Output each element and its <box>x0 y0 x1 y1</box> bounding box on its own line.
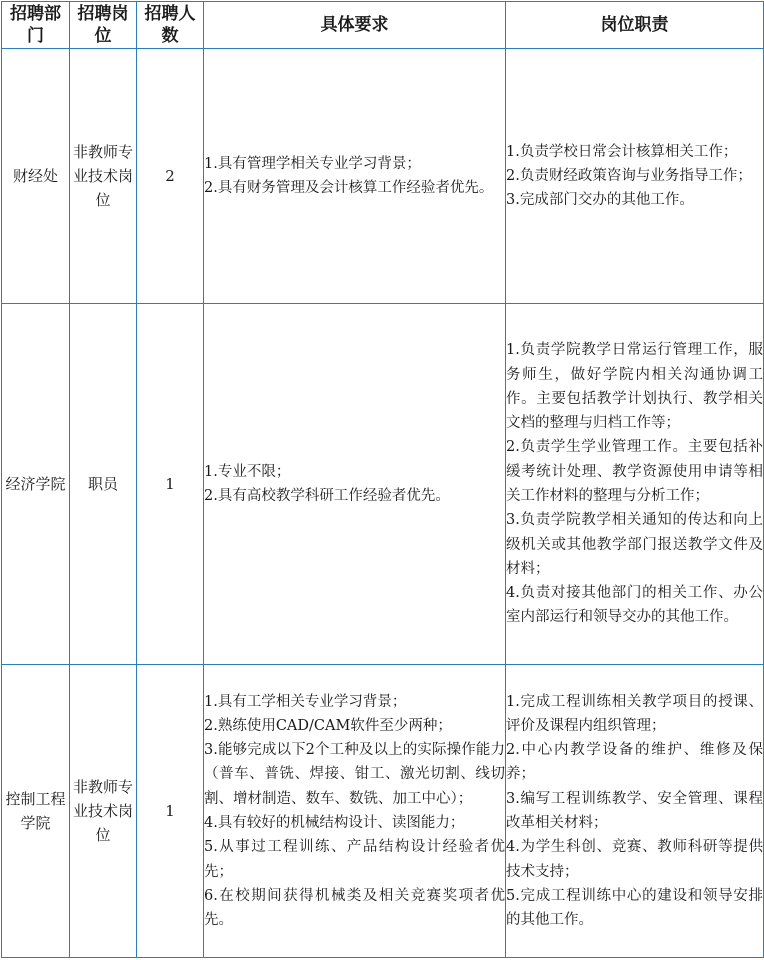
header-count: 招聘人数 <box>137 2 204 49</box>
requirement-item: 6.在校期间获得机械类及相关竞赛奖项者优先。 <box>204 887 505 929</box>
table-row <box>2 304 764 665</box>
table-row <box>2 665 764 958</box>
requirement-item: 2.具有财务管理及会计核算工作经验者优先。 <box>204 180 494 196</box>
header-dept: 招聘部门 <box>2 2 70 49</box>
dept-cell: 控制工程学院 <box>2 665 70 958</box>
requirement-item: 2.具有高校教学科研工作经验者优先。 <box>204 488 450 504</box>
duty-item: 2.负责学生学业管理工作。主要包括补缓考统计处理、教学资源使用申请等相关工作材料的整理与分析工作； <box>506 439 763 504</box>
header-position: 招聘岗位 <box>70 2 137 49</box>
header-requirements: 具体要求 <box>204 2 506 49</box>
requirement-item: 1.具有工学相关专业学习背景； <box>204 693 407 710</box>
requirement-item: 3.能够完成以下2个工种及以上的实际操作能力（普车、普铣、焊接、钳工、激光切割、线切割、增材制造、数车、数铣、加工中心）； <box>204 742 505 807</box>
count-cell: 1 <box>137 665 204 958</box>
duties-cell <box>506 304 764 665</box>
duties-cell <box>506 49 764 304</box>
header-row <box>2 2 764 49</box>
position-cell: 非教师专业技术岗位 <box>70 665 137 958</box>
table-row <box>2 49 764 304</box>
duty-item: 5.完成工程训练中心的建设和领导安排的其他工作。 <box>506 887 763 929</box>
count-cell: 2 <box>137 49 204 304</box>
duty-item: 3.负责学院教学相关通知的传达和向上级机关或其他教学部门报送教学文件及材料； <box>506 512 763 577</box>
requirements-cell <box>204 665 506 958</box>
requirement-item: 2.熟练使用CAD/CAM软件至少两种； <box>204 717 452 734</box>
dept-cell: 财经处 <box>2 49 70 304</box>
duty-item: 1.完成工程训练相关教学项目的授课、评价及课程内组织管理； <box>506 693 763 734</box>
requirement-item: 4.具有较好的机械结构设计、读图能力； <box>204 815 465 831</box>
duty-item: 1.负责学校日常会计核算相关工作； <box>506 143 738 160</box>
duty-item: 3.编写工程训练教学、安全管理、课程改革相关材料； <box>506 790 763 831</box>
duty-item: 1.负责学院教学日常运行管理工作，服务师生，做好学院内相关沟通协调工作。主要包括教学计划执行、教学相关文档的整理与归档工作等； <box>506 342 763 432</box>
requirement-item: 5.从事过工程训练、产品结构设计经验者优先； <box>204 839 505 880</box>
duty-item: 2.中心内教学设备的维护、维修及保养； <box>506 742 763 783</box>
duties-cell <box>506 665 764 958</box>
recruitment-table <box>1 1 764 958</box>
duty-item: 2.负责财经政策咨询与业务指导工作； <box>506 167 752 184</box>
duty-item: 4.负责对接其他部门的相关工作、办公室内部运行和领导交办的其他工作。 <box>506 585 763 626</box>
requirements-cell <box>204 49 506 304</box>
header-duties: 岗位职责 <box>506 2 764 49</box>
position-cell: 非教师专业技术岗位 <box>70 49 137 304</box>
dept-cell: 经济学院 <box>2 304 70 665</box>
requirement-item: 1.具有管理学相关专业学习背景； <box>204 155 421 172</box>
requirements-cell <box>204 304 506 665</box>
duty-item: 3.完成部门交办的其他工作。 <box>506 192 694 209</box>
requirement-item: 1.专业不限； <box>204 463 291 480</box>
position-cell: 职员 <box>70 304 137 665</box>
duty-item: 4.为学生科创、竞赛、教师科研等提供技术支持； <box>506 839 763 880</box>
count-cell: 1 <box>137 304 204 665</box>
